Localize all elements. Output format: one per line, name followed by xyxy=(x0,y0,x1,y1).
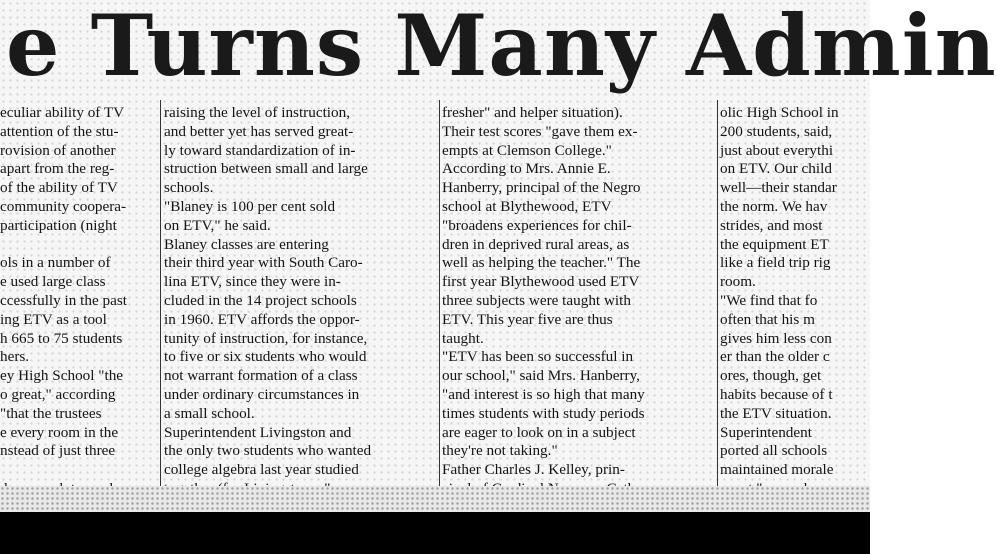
text-line: the ETV situation. xyxy=(720,404,832,422)
text-line: "Blaney is 100 per cent sold xyxy=(164,197,336,215)
text-line: lina ETV, since they were in- xyxy=(164,273,341,291)
text-line: of the ability of TV xyxy=(0,179,118,197)
text-line: "and interest is so high that many xyxy=(442,385,645,403)
text-line: our school," said Mrs. Hanberry, xyxy=(442,367,640,385)
text-line: just about everythi xyxy=(720,141,834,159)
text-line: "We find that fo xyxy=(720,291,818,309)
article-column-2 xyxy=(164,104,436,482)
text-line: participation (night xyxy=(0,216,117,234)
text-line: schools. xyxy=(164,179,214,197)
text-line: Father Charles J. Kelley, prin- xyxy=(442,461,625,479)
text-line: a small school. xyxy=(164,404,255,422)
text-line: habits because of t xyxy=(720,385,833,403)
text-line: the norm. We hav xyxy=(720,197,828,215)
text-line: and better yet has served great- xyxy=(164,122,354,140)
text-line: ETV. This year five are thus xyxy=(442,310,613,328)
text-line: the equipment ET xyxy=(720,235,829,253)
scan-border-band xyxy=(0,512,870,554)
text-line: hers. xyxy=(0,348,30,366)
text-line: not warrant formation of a class xyxy=(164,367,358,385)
text-line: Superintendent xyxy=(720,423,812,441)
text-line: raising the level of instruction, xyxy=(164,104,351,121)
article-column-3 xyxy=(442,104,714,482)
text-line: on ETV. Our child xyxy=(720,160,832,178)
text-line: "ETV has been so successful in xyxy=(442,348,634,366)
text-line: apart from the reg- xyxy=(0,160,115,178)
text-line: Hanberry, principal of the Negro xyxy=(442,179,641,197)
text-line: under ordinary circumstances in xyxy=(164,385,360,403)
text-line: school at Blythewood, ETV xyxy=(442,197,612,215)
text-line: ols in a number of xyxy=(0,254,111,272)
text-line: the only two students who wanted xyxy=(164,442,372,460)
text-line: gives him less con xyxy=(720,329,832,347)
text-line: college algebra last year studied xyxy=(164,461,359,479)
text-line: struction between small and large xyxy=(164,160,368,178)
column-rule xyxy=(717,100,718,486)
text-line: Superintendent Livingston and xyxy=(164,423,352,441)
text-line: fresher" and helper situation). xyxy=(442,104,623,121)
text-line: first year Blythewood used ETV xyxy=(442,273,640,291)
text-line: on ETV," he said. xyxy=(164,216,271,234)
article-column-4 xyxy=(720,104,870,482)
text-line: like a field trip rig xyxy=(720,254,831,272)
text-line: e used large class xyxy=(0,273,106,291)
headline: e Turns Many Admin xyxy=(6,0,997,95)
text-line: three subjects were taught with xyxy=(442,291,631,309)
text-line: their third year with South Caro- xyxy=(164,254,363,272)
text-line: tunity of instruction, for instance, xyxy=(164,329,368,347)
text-line: nstead of just three xyxy=(0,442,116,460)
text-line: e every room in the xyxy=(0,423,119,441)
text-line xyxy=(0,461,156,480)
text-line: cluded in the 14 project schools xyxy=(164,291,357,309)
text-line: ccessfully in the past xyxy=(0,291,127,309)
text-line: in 1960. ETV affords the oppor- xyxy=(164,310,360,328)
text-line: ey High School "the xyxy=(0,367,124,385)
text-line: well as helping the teacher." The xyxy=(442,254,641,272)
text-line: o great," according xyxy=(0,385,116,403)
text-line: "broadens experiences for chil- xyxy=(442,216,632,234)
text-line: eculiar ability of TV xyxy=(0,104,125,121)
text-line: rovision of another xyxy=(0,141,116,159)
text-line: well—their standar xyxy=(720,179,837,197)
text-line: Blaney classes are entering xyxy=(164,235,329,253)
text-line: often that his m xyxy=(720,310,815,328)
text-line: community coopera- xyxy=(0,197,127,215)
column-rule xyxy=(160,100,161,486)
text-line: to five or six students who would xyxy=(164,348,367,366)
text-line xyxy=(0,236,156,255)
text-line: According to Mrs. Annie E. xyxy=(442,160,611,178)
text-line: 200 students, said, xyxy=(720,122,833,140)
text-line: dren in deprived rural areas, as xyxy=(442,235,630,253)
text-line: strides, and most xyxy=(720,216,823,234)
text-line: h 665 to 75 students xyxy=(0,329,123,347)
text-line: ly toward standardization of in- xyxy=(164,141,356,159)
text-line: are eager to look on in a subject xyxy=(442,423,636,441)
text-line: Their test scores "gave them ex- xyxy=(442,122,638,140)
column-rule xyxy=(439,100,440,486)
text-line: attention of the stu- xyxy=(0,122,119,140)
text-line: er than the older c xyxy=(720,348,830,366)
text-line: maintained morale xyxy=(720,461,834,479)
text-line: room. xyxy=(720,273,756,291)
text-line: ores, though, get xyxy=(720,367,822,385)
scan-noise-strip xyxy=(0,486,870,512)
text-line: olic High School in xyxy=(720,104,839,121)
text-line: ported all schools xyxy=(720,442,828,460)
text-line: times students with study periods xyxy=(442,404,645,422)
article-column-1 xyxy=(0,104,156,482)
text-line: empts at Clemson College." xyxy=(442,141,612,159)
text-line: taught. xyxy=(442,329,484,347)
text-line: they're not taking." xyxy=(442,442,558,460)
text-line: "that the trustees xyxy=(0,404,102,422)
text-line: ing ETV as a tool xyxy=(0,310,107,328)
